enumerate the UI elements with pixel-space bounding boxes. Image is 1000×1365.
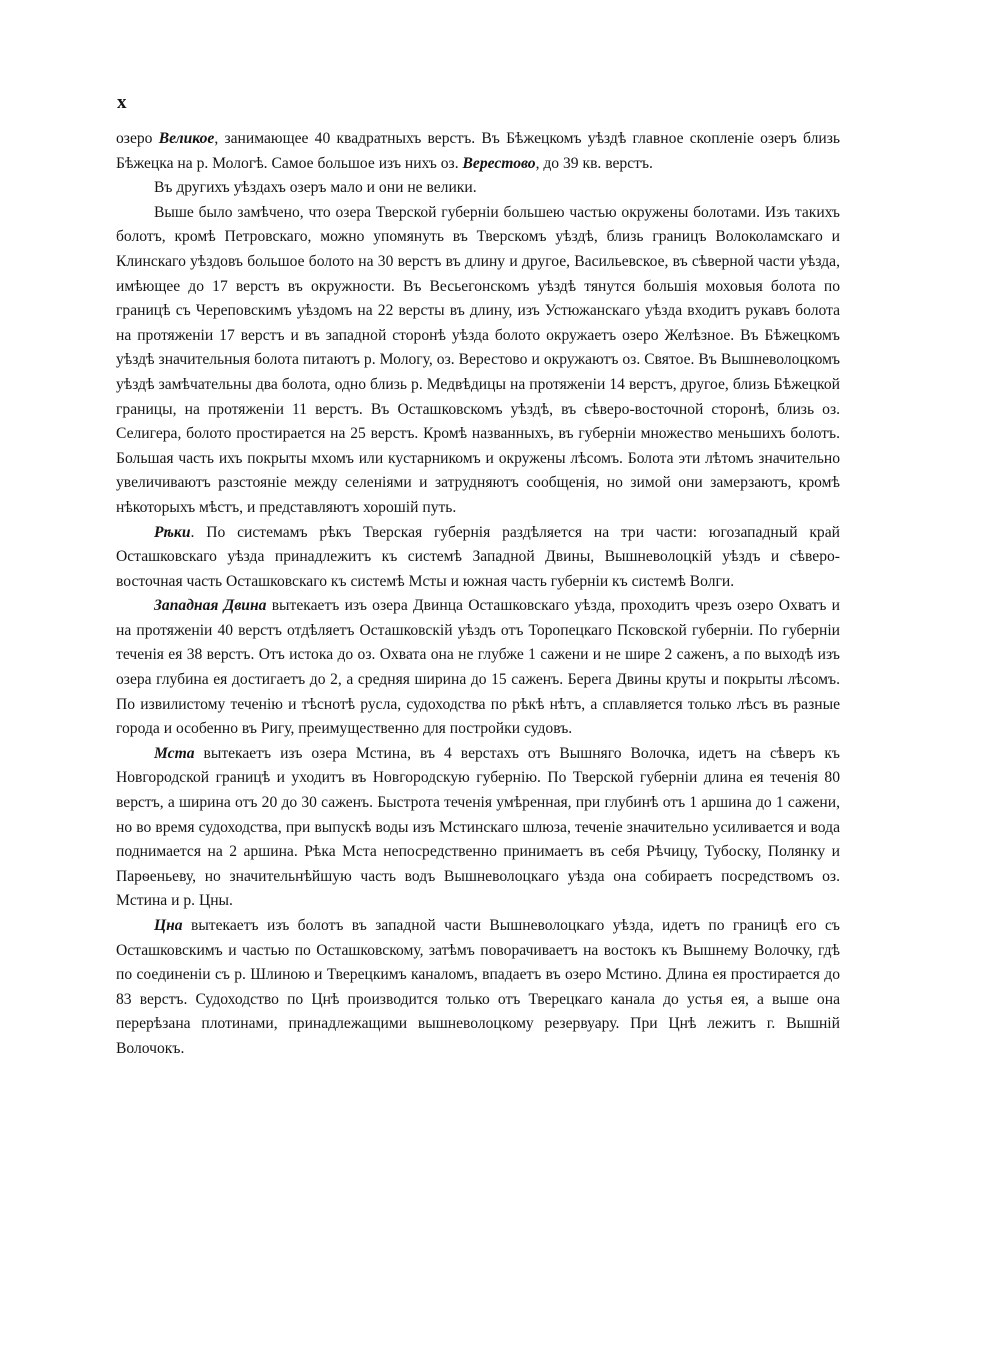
text-run: Выше было замѣчено, что озера Тверской губерніи большею частью окружены болотами. Изъ такихъ болотъ, кромѣ Петровскаго, можно упомянуть въ Тверскомъ уѣздѣ, близь границъ Волоколамскаго и Клинскаго уѣздовъ большое болото на 30 верстъ въ длину и другое, Васильевское, въ сѣверной части уѣзда, имѣющее до 17 верстъ въ окружности. Въ Весьегонскомъ уѣздѣ тянутся большія моховыя болота по границѣ съ Череповскимъ уѣздомъ на 22 версты въ длину, изъ Устюжанскаго уѣзда входитъ рукавъ болота на протяженіи 17 верстъ и въ западной сторонѣ уѣзда болото окружаетъ озеро Желѣзное. Въ Бѣжецкомъ уѣздѣ значительныя болота питаютъ р. Мологу, оз. Верестово и окружаютъ оз. Святое. Въ Вышневолоцкомъ уѣздѣ замѣчательны два болота, одно близь р. Медвѣдицы на протяженіи 14 верстъ, другое, близь Бѣжецкой границы, на протяженіи 11 верстъ. Въ Осташковскомъ уѣздѣ, въ сѣверо-восточной сторонѣ, близь оз. Селигера, болото простирается на 25 верстъ. Кромѣ названныхъ, въ губерніи множество меньшихъ болотъ. Большая часть ихъ покрыты мхомъ или кустарникомъ и окружены лѣсомъ. Болота эти лѣтомъ значительно увеличиваютъ разстояніе между селеніями и затрудняютъ сообщенія, но зимой они замерзаютъ, кромѣ нѣкоторыхъ мѣстъ, и представляютъ хорошій путь.: [116, 203, 840, 516]
italic-term: Западная Двина: [154, 597, 267, 615]
text-run: вытекаетъ изъ озера Двинца Осташковскаго уѣзда, проходитъ чрезъ озеро Охватъ и на протяженіи 40 верстъ отдѣляетъ Осташковскій уѣздъ отъ Торопецкаго Псковской губерніи. По губерніи теченія ея 38 верстъ. Отъ истока до оз. Охвата она не глубже 1 сажени и не шире 2 саженъ, а по выходѣ изъ озера глубина ея достигаетъ до 2, а средняя ширина до 15 саженъ. Берега Двины круты и покрыты лѣсомъ. По извилистому теченію и тѣснотѣ русла, судоходства по рѣкѣ нѣтъ, а сплавляется только лѣсъ въ разные города и особенно въ Ригу, преимущественно для постройки судовъ.: [116, 597, 840, 738]
italic-term: Великое: [158, 130, 215, 147]
paragraph-tsna: [116, 914, 840, 1062]
paragraph-msta: [116, 742, 840, 914]
italic-term: Цна: [154, 917, 183, 934]
italic-term: Мста: [154, 744, 195, 762]
body-text: [116, 127, 840, 1062]
paragraph-other-districts-lakes: [116, 176, 840, 201]
text-run: вытекаетъ изъ озера Мстина, въ 4 верстахъ отъ Вышняго Волочка, идетъ на сѣверъ къ Новгородской границѣ и уходитъ въ Новгородскую губернію. По Тверской губерніи длина ея теченія 80 верстъ, а ширина отъ 20 до 30 саженъ. Быстрота теченія умѣренная, при глубинѣ отъ 1 аршина до 1 сажени, но во время судоходства, при выпускѣ воды изъ Мстинскаго шлюза, теченіе значительно усиливается и вода поднимается на 2 аршина. Рѣка Мста непосредственно принимаетъ въ себя Рѣчицу, Тубоску, Полянку и Парѳеньеву, но значительнѣйшую часть водъ Вышневолоцкаго уѣзда она собираетъ посредствомъ оз. Мстина и р. Цны.: [116, 744, 840, 910]
italic-term: Верестово: [462, 154, 536, 172]
paragraph-lakes-continued: [116, 127, 840, 176]
text-run: , занимающее 40 квадратныхъ верстъ. Въ Бѣжецкомъ уѣздѣ главное скопленіе озеръ близь Бѣжецка на р. Мологѣ. Самое большое изъ нихъ оз.: [116, 130, 840, 172]
text-run: вытекаетъ изъ болотъ въ западной части Вышневолоцкаго уѣзда, идетъ по границѣ его съ Осташковскимъ и частью по Осташковскому, затѣмъ поворачиваетъ на востокъ къ Вышнему Волочку, гдѣ по соединеніи съ р. Шлиною и Тверецкимъ каналомъ, впадаетъ въ озеро Мстино. Длина ея простирается до 83 верстъ. Судоходство по Цнѣ производится только отъ Тверецкаго канала до устья ея, а выше она перерѣзана плотинами, принадлежащими вышневолоцкому резервуару. При Цнѣ лежитъ г. Вышній Волочокъ.: [116, 917, 840, 1057]
paragraph-rivers: [116, 521, 840, 595]
paragraph-western-dvina: [116, 594, 840, 742]
italic-term: Рѣки: [154, 523, 191, 541]
page-number: x: [117, 92, 127, 113]
text-run: . По системамъ рѣкъ Тверская губернія раздѣляется на три части: югозападный край Осташковскаго уѣзда принадлежитъ къ системѣ Западной Двины, Вышневолоцкій уѣздъ и сѣверо-восточная часть Осташковскаго къ системѣ Мсты и южная часть губерніи къ системѣ Волги.: [116, 523, 840, 590]
text-run: , до 39 кв. верстъ.: [535, 154, 653, 172]
paragraph-swamps: [116, 201, 840, 521]
text-run: озеро: [116, 130, 159, 147]
text-run: Въ другихъ уѣздахъ озеръ мало и они не велики.: [154, 179, 477, 197]
